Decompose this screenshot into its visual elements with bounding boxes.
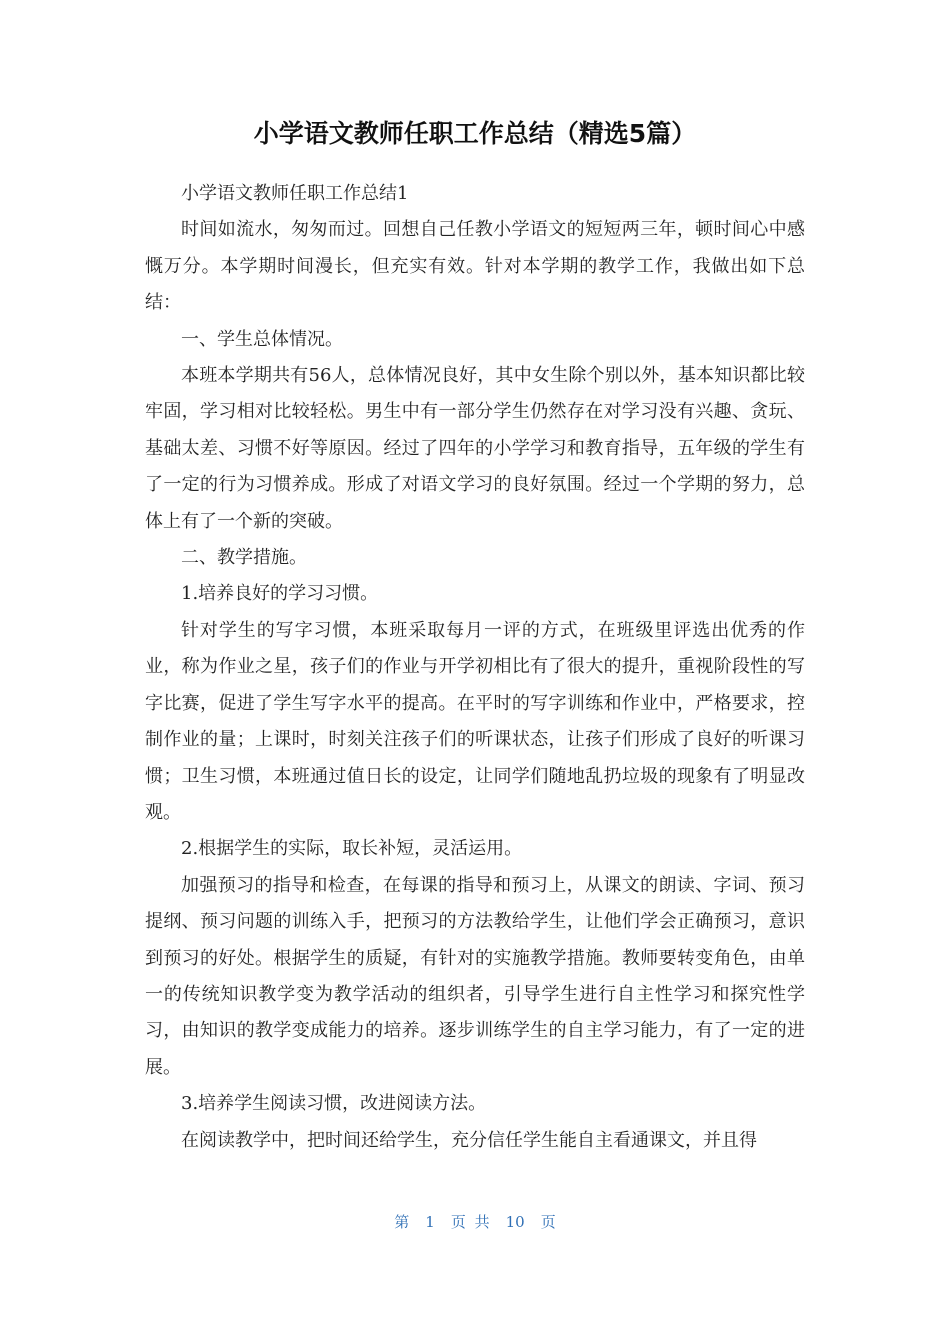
document-title: 小学语文教师任职工作总结（精选5篇） <box>253 119 697 148</box>
subsection-heading: 3.培养学生阅读习惯，改进阅读方法。 <box>181 1093 487 1115</box>
footer-total-pages: 10 <box>505 1213 525 1231</box>
document-body <box>145 176 805 1159</box>
paragraph: 针对学生的写字习惯，本班采取每月一评的方式，在班级里评选出优秀的作业，称为作业之星，孩子们的作业与开学初相比有了很大的提升，重视阶段性的写字比赛，促进了学生写字水平的提高。在平时的写字训练和作业中，严格要求，控制作业的量；上课时，时刻关注孩子们的听课状态，让孩子们形成了良好的听课习惯；卫生习惯，本班通过值日长的设定，让同学们随地乱扔垃圾的现象有了明显改观。 <box>145 619 805 823</box>
footer-suffix: 页 <box>540 1213 556 1231</box>
section-heading: 二、教学措施。 <box>181 547 307 569</box>
paragraph: 在阅读教学中，把时间还给学生，充分信任学生能自主看通课文，并且得 <box>181 1129 757 1151</box>
footer-middle: 页 共 <box>450 1213 490 1231</box>
paragraph: 加强预习的指导和检查，在每课的指导和预习上，从课文的朗读、字词、预习提纲、预习问题的训练入手，把预习的方法教给学生，让他们学会正确预习，意识到预习的好处。根据学生的质疑，有针对的实施教学措施。教师要转变角色，由单一的传统知识教学变为教学活动的组织者，引导学生进行自主性学习和探究性学习，由知识的教学变成能力的培养。逐步训练学生的自主学习能力，有了一定的进展。 <box>145 874 805 1078</box>
subsection-heading: 2.根据学生的实际，取长补短，灵活运用。 <box>181 838 523 860</box>
section-heading: 一、学生总体情况。 <box>181 328 343 350</box>
footer-page-number: 1 <box>425 1213 435 1231</box>
footer-prefix: 第 <box>394 1213 410 1231</box>
section-heading: 小学语文教师任职工作总结1 <box>181 183 409 204</box>
subsection-heading: 1.培养良好的学习习惯。 <box>181 583 379 605</box>
page-footer <box>0 1210 950 1234</box>
paragraph: 本班本学期共有56人，总体情况良好，其中女生除个别以外，基本知识都比较牢固，学习相对比较轻松。男生中有一部分学生仍然存在对学习没有兴趣、贪玩、基础太差、习惯不好等原因。经过了四年的小学学习和教育指导，五年级的学生有了一定的行为习惯养成。形成了对语文学习的良好氛围。经过一个学期的努力，总体上有了一个新的突破。 <box>145 365 805 532</box>
paragraph: 时间如流水，匆匆而过。回想自己任教小学语文的短短两三年，顿时间心中感慨万分。本学期时间漫长，但充实有效。针对本学期的教学工作，我做出如下总结： <box>145 219 805 314</box>
